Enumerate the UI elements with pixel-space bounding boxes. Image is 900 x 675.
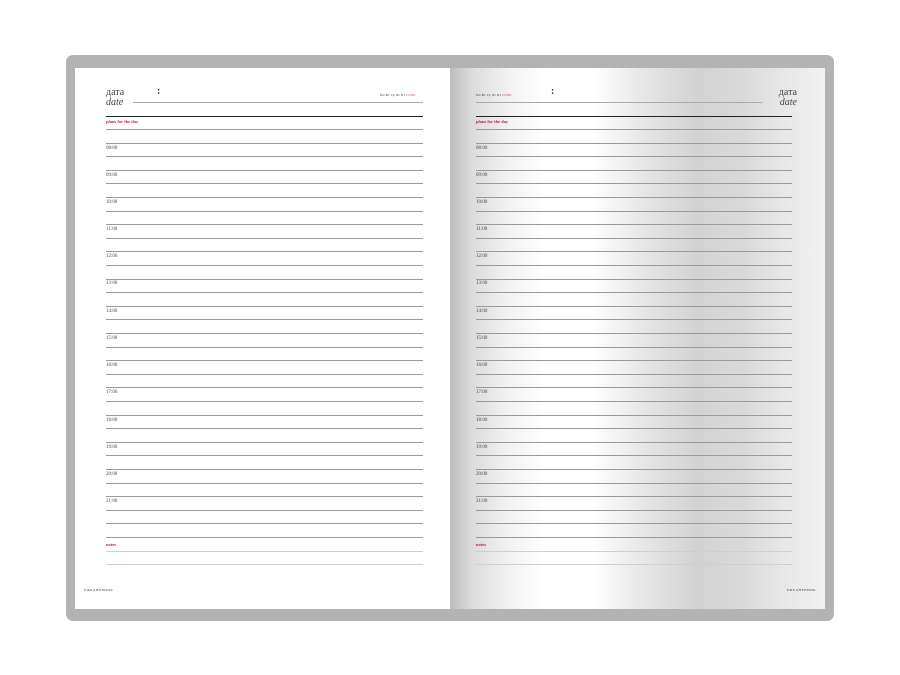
writing-line: [106, 523, 423, 524]
writing-line: [476, 251, 792, 252]
time-label: 15:00: [476, 336, 488, 341]
writing-line: [106, 564, 423, 565]
time-label: 17:00: [106, 390, 118, 395]
writing-line: [476, 143, 792, 144]
writing-line: [106, 170, 423, 171]
time-label: 15:00: [106, 336, 118, 341]
writing-line: [106, 442, 423, 443]
writing-line: [106, 401, 423, 402]
time-label: 11:00: [476, 227, 488, 232]
writing-line: [476, 455, 792, 456]
writing-line: [476, 183, 792, 184]
right-page: [450, 68, 825, 609]
time-label: 11:00: [106, 227, 118, 232]
date-label-en: date: [779, 97, 797, 108]
writing-line: [476, 401, 792, 402]
writing-line: [476, 347, 792, 348]
writing-line: [476, 156, 792, 157]
writing-line: [476, 428, 792, 429]
time-label: 09:00: [106, 173, 118, 178]
time-label: 10:00: [476, 200, 488, 205]
writing-line: [106, 428, 423, 429]
writing-line: [476, 387, 792, 388]
writing-line: [476, 197, 792, 198]
time-label: 19:00: [476, 445, 488, 450]
page-footer: ЕЖЕДНЕВНИК: [786, 588, 816, 592]
writing-line: [106, 279, 423, 280]
writing-line: [106, 306, 423, 307]
time-label: 08:00: [106, 146, 118, 151]
writing-line: [476, 442, 792, 443]
writing-line: [476, 211, 792, 212]
writing-line: [476, 360, 792, 361]
time-label: 16:00: [106, 363, 118, 368]
writing-line: [106, 251, 423, 252]
writing-line: [476, 483, 792, 484]
writing-line: [476, 496, 792, 497]
date-label-en: date: [106, 97, 124, 108]
writing-line: [106, 211, 423, 212]
writing-line: [476, 333, 792, 334]
ruled-lines: [450, 68, 825, 609]
writing-line: [106, 333, 423, 334]
time-label: 08:00: [476, 146, 488, 151]
time-label: 21:00: [476, 499, 488, 504]
time-label: 09:00: [476, 173, 488, 178]
writing-line: [476, 265, 792, 266]
time-label: 14:00: [476, 309, 488, 314]
notes-label: notes: [476, 542, 486, 547]
time-label: 18:00: [476, 418, 488, 423]
writing-line: [476, 415, 792, 416]
plans-label: plans for the day: [476, 119, 509, 124]
left-page: [75, 68, 450, 609]
weekdays-weekend: Сб Вс: [502, 93, 512, 97]
writing-line: [106, 347, 423, 348]
time-label: 12:00: [476, 254, 488, 259]
writing-line: [106, 387, 423, 388]
writing-line: [476, 292, 792, 293]
ruled-lines: [75, 68, 450, 609]
time-colon: :: [551, 86, 555, 97]
writing-line: [476, 170, 792, 171]
writing-line: [106, 129, 423, 130]
time-label: 14:00: [106, 309, 118, 314]
writing-line: [106, 265, 423, 266]
writing-line: [106, 319, 423, 320]
writing-line: [106, 415, 423, 416]
writing-line: [106, 143, 423, 144]
time-label: 20:00: [106, 472, 118, 477]
writing-line: [476, 469, 792, 470]
writing-line: [476, 510, 792, 511]
writing-line: [106, 197, 423, 198]
writing-line: [106, 496, 423, 497]
header-rule: [476, 116, 792, 117]
writing-line: [106, 537, 423, 538]
writing-line: [106, 510, 423, 511]
weekdays-weekend: Сб Вс: [406, 93, 416, 97]
time-label: 20:00: [476, 472, 488, 477]
notes-label: notes: [106, 542, 116, 547]
writing-line: [476, 129, 792, 130]
writing-line: [106, 292, 423, 293]
writing-line: [476, 279, 792, 280]
time-label: 12:00: [106, 254, 118, 259]
page-footer: ЕЖЕДНЕВНИК: [84, 588, 114, 592]
time-label: 10:00: [106, 200, 118, 205]
writing-line: [106, 156, 423, 157]
time-label: 16:00: [476, 363, 488, 368]
planner-cover: [66, 55, 834, 621]
writing-line: [106, 183, 423, 184]
writing-line: [106, 455, 423, 456]
date-label-ru: дата: [106, 87, 125, 98]
writing-line: [106, 360, 423, 361]
time-label: 17:00: [476, 390, 488, 395]
time-label: 13:00: [106, 281, 118, 286]
writing-line: [476, 374, 792, 375]
writing-line: [476, 306, 792, 307]
writing-line: [476, 551, 792, 552]
date-label-ru: дата: [778, 87, 797, 98]
writing-line: [106, 224, 423, 225]
weekdays-workdays: Пн Вт Ср Чт Пт: [380, 93, 407, 97]
writing-line: [106, 469, 423, 470]
writing-line: [106, 483, 423, 484]
writing-line: [476, 224, 792, 225]
writing-line: [476, 238, 792, 239]
header-rule: [106, 116, 423, 117]
time-label: 18:00: [106, 418, 118, 423]
writing-line: [476, 564, 792, 565]
plans-label: plans for the day: [106, 119, 139, 124]
writing-line: [106, 551, 423, 552]
writing-line: [106, 374, 423, 375]
writing-line: [476, 537, 792, 538]
time-colon: :: [157, 86, 161, 97]
time-label: 19:00: [106, 445, 118, 450]
writing-line: [476, 523, 792, 524]
writing-line: [476, 319, 792, 320]
weekdays-workdays: Пн Вт Ср Чт Пт: [476, 93, 503, 97]
time-label: 13:00: [476, 281, 488, 286]
time-label: 21:00: [106, 499, 118, 504]
writing-line: [106, 238, 423, 239]
